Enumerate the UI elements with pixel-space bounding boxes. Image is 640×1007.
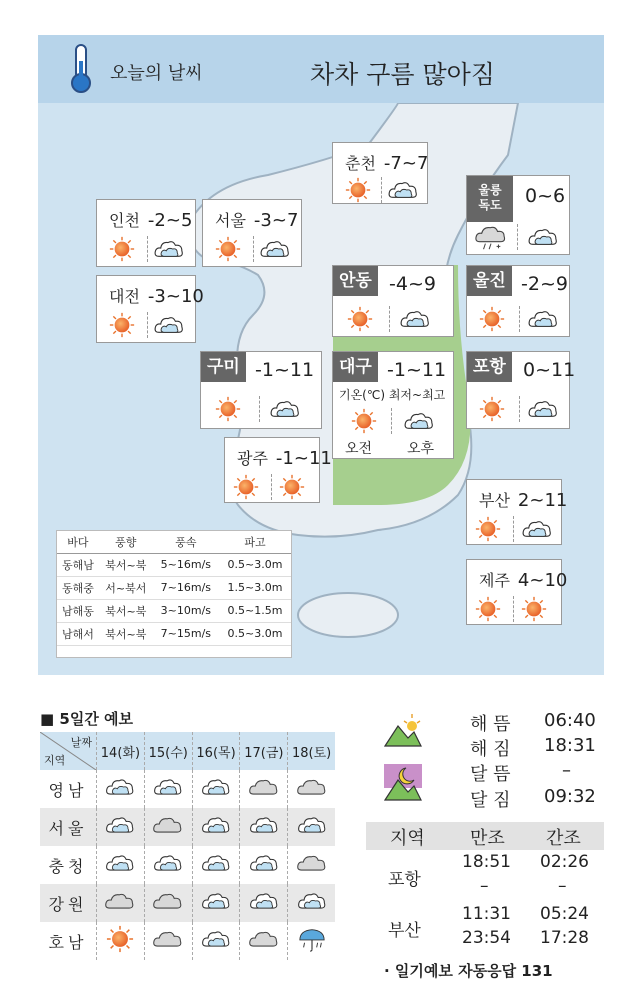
- forecast-cell: [97, 770, 145, 808]
- city-name: 서울: [215, 211, 246, 230]
- tide-high: 11:31: [462, 904, 511, 924]
- sea-cell: 북서~북: [99, 622, 153, 645]
- sun-icon: [215, 396, 241, 422]
- forecast-region: 충청: [40, 846, 97, 884]
- cloud-icon: [297, 890, 327, 912]
- sea-cell: 서~북서: [99, 576, 153, 599]
- sea-header: 풍향: [99, 531, 153, 553]
- sea-header: 풍속: [153, 531, 219, 553]
- gray-cloud-icon: [153, 890, 183, 912]
- forecast-cell: [192, 884, 240, 922]
- forecast-region: 서울: [40, 808, 97, 846]
- sunrise-icon: [384, 712, 422, 748]
- sun-icon: [233, 474, 259, 500]
- cloud-icon: [527, 226, 559, 248]
- cloud-icon: [297, 814, 327, 836]
- footer-note: · 일기예보 자동응답 131: [384, 962, 553, 980]
- cloud-icon: [399, 308, 431, 330]
- forecast-cell: [192, 922, 240, 960]
- city-name: 대전: [109, 287, 140, 306]
- forecast-cell: [192, 846, 240, 884]
- city-card-daegu: [332, 351, 454, 459]
- tide-header-high: 만조: [470, 828, 505, 849]
- city-tag: 포항: [467, 352, 512, 382]
- city-temp: 4~10: [517, 570, 568, 591]
- sun-icon: [479, 396, 505, 422]
- tide-low: 17:28: [540, 928, 589, 948]
- cloud-icon: [269, 398, 301, 420]
- city-temp: -2~5: [147, 210, 193, 231]
- cloud-icon: [521, 518, 553, 540]
- sea-header: 파고: [219, 531, 291, 553]
- forecast-cell: [144, 770, 192, 808]
- tide-region: 부산: [388, 921, 421, 941]
- forecast-cell: [144, 922, 192, 960]
- city-card-incheon: [96, 199, 196, 267]
- forecast-cell: [240, 770, 288, 808]
- sea-cell: 동해남: [57, 553, 99, 576]
- forecast-cell: [240, 884, 288, 922]
- cloud-icon: [153, 776, 183, 798]
- city-name: 광주: [237, 449, 268, 468]
- forecast-region: 강원: [40, 884, 97, 922]
- city-temp: -2~9: [521, 273, 568, 295]
- sea-row: [57, 576, 291, 599]
- sun-icon: [479, 306, 505, 332]
- sun-icon: [475, 516, 501, 542]
- moonrise-time: –: [562, 760, 571, 781]
- sun-icon: [345, 177, 371, 203]
- cloud-icon: [249, 814, 279, 836]
- cloud-icon: [201, 890, 231, 912]
- moon-icon: [384, 764, 422, 802]
- city-card-gumi: [200, 351, 322, 429]
- forecast-cell: [288, 770, 335, 808]
- city-temp: 0~11: [523, 359, 576, 381]
- cloud-icon: [387, 179, 419, 201]
- sun-icon: [475, 596, 501, 622]
- header-headline: 차차 구름 많아짐: [310, 60, 495, 89]
- city-tag: 대구: [333, 352, 378, 382]
- forecast-cell: [97, 846, 145, 884]
- cloud-icon: [105, 776, 135, 798]
- forecast-cell: [288, 846, 335, 884]
- city-card-ulleung: [466, 175, 570, 255]
- forecast-row: [40, 884, 335, 922]
- tide-header-low: 간조: [546, 828, 581, 849]
- city-name: 인천: [109, 211, 140, 230]
- city-card-chuncheon: [332, 142, 428, 204]
- cloud-icon: [201, 852, 231, 874]
- forecast-title: ■ 5일간 예보: [40, 710, 134, 728]
- city-tag: 울릉 독도: [467, 176, 513, 222]
- snow-cloud-icon: [475, 224, 507, 252]
- sunrise-time: 06:40: [544, 710, 596, 731]
- moonset-label: 달 짐: [470, 790, 511, 811]
- city-card-busan: [466, 479, 568, 545]
- forecast-row: [40, 922, 335, 960]
- sunset-label: 해 짐: [470, 739, 511, 760]
- forecast-cell: [288, 922, 335, 960]
- forecast-row: [40, 770, 335, 808]
- forecast-cell: [192, 808, 240, 846]
- forecast-cell: [144, 846, 192, 884]
- forecast-cell: [240, 808, 288, 846]
- gray-cloud-icon: [153, 814, 183, 836]
- tide-region: 포항: [388, 870, 421, 890]
- legend-pm: 오후: [407, 441, 435, 457]
- forecast-day: 16(목): [192, 732, 240, 770]
- sun-icon: [106, 925, 134, 953]
- city-temp: -3~10: [147, 286, 204, 307]
- cloud-icon: [153, 314, 185, 336]
- city-temp: -4~9: [389, 273, 436, 295]
- forecast-corner: [40, 732, 97, 770]
- forecast-day: 17(금): [240, 732, 288, 770]
- sea-cell: 1.5~3.0m: [219, 576, 291, 599]
- tide-low: 02:26: [540, 852, 589, 872]
- sea-cell: 북서~북: [99, 553, 153, 576]
- city-name: 제주: [479, 571, 510, 590]
- sea-header: 바다: [57, 531, 99, 553]
- jeju-island: [298, 593, 398, 637]
- forecast-region: 호남: [40, 922, 97, 960]
- tide-low: –: [558, 876, 567, 896]
- tide-high: –: [480, 876, 489, 896]
- cloud-icon: [403, 410, 435, 432]
- forecast-cell: [192, 770, 240, 808]
- cloud-icon: [249, 852, 279, 874]
- forecast-day: 14(화): [97, 732, 145, 770]
- sea-row: [57, 622, 291, 645]
- legend-label: 기온(℃) 최저~최고: [339, 388, 446, 402]
- gray-cloud-icon: [297, 776, 327, 798]
- forecast-cell: [97, 808, 145, 846]
- city-temp: 0~6: [525, 185, 566, 207]
- forecast-cell: [97, 884, 145, 922]
- sea-cell: 0.5~3.0m: [219, 553, 291, 576]
- sun-icon: [215, 236, 241, 262]
- city-temp: -1~11: [275, 448, 332, 469]
- sea-cell: 0.5~3.0m: [219, 622, 291, 645]
- rain-umbrella-icon: [296, 925, 328, 953]
- moonrise-label: 달 뜸: [470, 764, 511, 785]
- city-name: 부산: [479, 491, 510, 510]
- cloud-icon: [527, 398, 559, 420]
- sunrise-label: 해 뜸: [470, 714, 511, 735]
- cloud-icon: [249, 890, 279, 912]
- forecast-cell: [144, 808, 192, 846]
- forecast-cell: [97, 922, 145, 960]
- moonset-time: 09:32: [544, 786, 596, 807]
- gray-cloud-icon: [297, 852, 327, 874]
- city-card-seoul: [202, 199, 302, 267]
- tide-header: [366, 822, 604, 850]
- forecast-cell: [288, 884, 335, 922]
- city-temp: -3~7: [253, 210, 299, 231]
- gray-cloud-icon: [153, 928, 183, 950]
- forecast-cell: [144, 884, 192, 922]
- tide-high: 18:51: [462, 852, 511, 872]
- sea-cell: 7~15m/s: [153, 622, 219, 645]
- header-title: 오늘의 날씨: [110, 63, 203, 84]
- gray-cloud-icon: [249, 928, 279, 950]
- forecast-row: [40, 846, 335, 884]
- cloud-icon: [201, 814, 231, 836]
- map-header: [38, 35, 604, 103]
- gray-cloud-icon: [105, 890, 135, 912]
- sun-icon: [279, 474, 305, 500]
- forecast-cell: [288, 808, 335, 846]
- sea-cell: 7~16m/s: [153, 576, 219, 599]
- sea-table: [56, 530, 292, 658]
- tide-header-region: 지역: [390, 828, 425, 849]
- sun-icon: [347, 306, 373, 332]
- gray-cloud-icon: [249, 776, 279, 798]
- tide-high: 23:54: [462, 928, 511, 948]
- sea-row: [57, 599, 291, 622]
- cloud-icon: [527, 308, 559, 330]
- forecast-cell: [240, 922, 288, 960]
- legend-am: 오전: [345, 441, 373, 457]
- forecast-row: [40, 808, 335, 846]
- sun-icon: [521, 596, 547, 622]
- forecast-day: 15(수): [144, 732, 192, 770]
- sea-cell: 3~10m/s: [153, 599, 219, 622]
- city-tag: 울진: [467, 266, 512, 296]
- city-card-uljin: [466, 265, 570, 337]
- thermometer-icon: [68, 43, 94, 95]
- city-temp: -7~7: [383, 153, 429, 174]
- weather-map-panel: [38, 35, 604, 675]
- cloud-icon: [153, 852, 183, 874]
- city-tag: 구미: [201, 352, 246, 382]
- city-tag: 안동: [333, 266, 378, 296]
- sea-cell: 남해서: [57, 622, 99, 645]
- city-temp: -1~11: [255, 359, 315, 381]
- sunset-time: 18:31: [544, 735, 596, 756]
- sea-cell: 북서~북: [99, 599, 153, 622]
- city-card-jeju: [466, 559, 568, 625]
- sea-cell: 0.5~1.5m: [219, 599, 291, 622]
- corner-region-label: 지역: [44, 754, 66, 767]
- cloud-icon: [105, 852, 135, 874]
- forecast-table: [40, 732, 335, 960]
- sun-icon: [109, 312, 135, 338]
- sun-icon: [351, 408, 377, 434]
- cloud-icon: [259, 238, 291, 260]
- sea-cell: 남해동: [57, 599, 99, 622]
- tide-low: 05:24: [540, 904, 589, 924]
- sea-cell: 5~16m/s: [153, 553, 219, 576]
- city-card-andong: [332, 265, 454, 337]
- sea-row: [57, 553, 291, 576]
- cloud-icon: [153, 238, 185, 260]
- forecast-day: 18(토): [288, 732, 335, 770]
- cloud-icon: [201, 776, 231, 798]
- city-card-daejeon: [96, 275, 204, 343]
- city-temp: -1~11: [387, 359, 447, 381]
- sun-icon: [109, 236, 135, 262]
- cloud-icon: [105, 814, 135, 836]
- city-temp: 2~11: [517, 490, 568, 511]
- cloud-icon: [201, 928, 231, 950]
- corner-date-label: 날짜: [70, 736, 92, 749]
- city-card-gwangju: [224, 437, 332, 503]
- forecast-cell: [240, 846, 288, 884]
- sea-cell: 동해중: [57, 576, 99, 599]
- forecast-region: 영남: [40, 770, 97, 808]
- city-name: 춘천: [345, 154, 376, 173]
- city-card-pohang: [466, 351, 576, 429]
